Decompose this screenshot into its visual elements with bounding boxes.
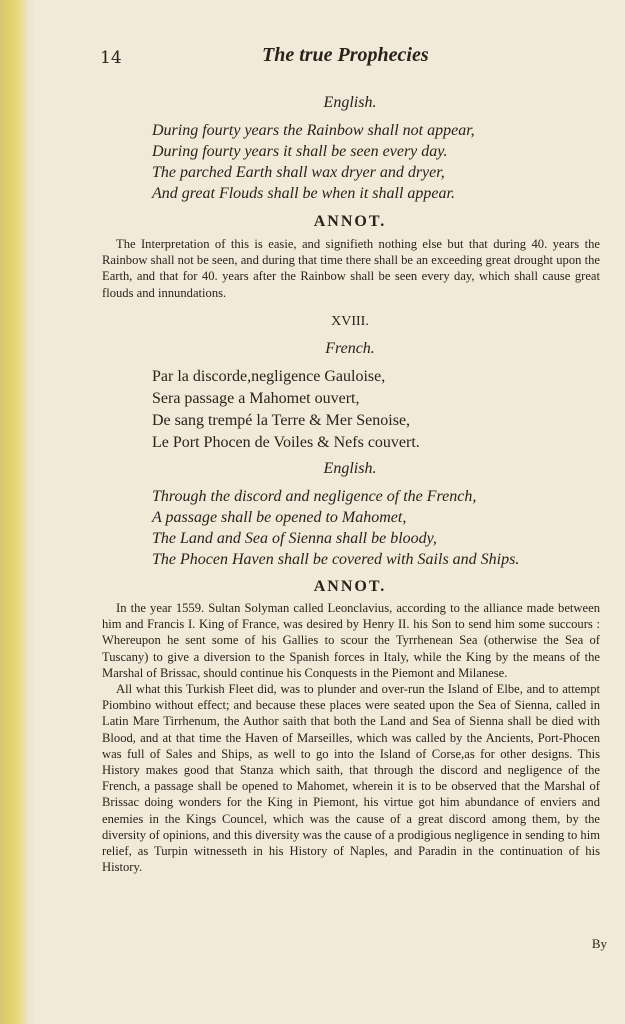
stanza-number: XVIII. bbox=[331, 314, 369, 329]
verse-line: Through the discord and negligence of the French, bbox=[152, 488, 477, 505]
french-heading: French. bbox=[325, 340, 375, 357]
verse-line: And great Flouds shall be when it shall appear. bbox=[152, 185, 455, 202]
verse-line: The parched Earth shall wax dryer and dryer, bbox=[152, 164, 445, 181]
verse-line: Par la discorde,negligence Gauloise, bbox=[152, 368, 386, 385]
french-heading-wrap bbox=[100, 340, 600, 358]
annot-text-b bbox=[102, 600, 600, 875]
stanza-number-wrap bbox=[100, 314, 600, 330]
gilt-page-edge bbox=[0, 0, 30, 1024]
annot-paragraph: In the year 1559. Sultan Solyman called Leonclavius, according to the alliance made between him and Francis I. King of France, was desired by Henry II. his Son to send him some succours : Whereupon he sent some of his Gallies to scour the Tyrrhenean Sea (otherwise the Sea of Tuscany) to give a diversion to the Spanish forces in Italy, while the King by the means of the Marshal of Brissac, should continue his Conquests in the Piemont and Milanese. bbox=[102, 601, 600, 680]
english-heading-b-wrap bbox=[100, 460, 600, 478]
annot-heading: ANNOT. bbox=[313, 578, 387, 595]
running-title: The true Prophecies bbox=[262, 44, 429, 66]
annot-paragraph: The Interpretation of this is easie, and signifieth nothing else but that during 40. years the Rainbow shall not be seen, and during that time there shall be an exceeding great drought upon the Earth, and that for 40. years after the Rainbow shall be seen every day, which shall cause great flouds and innundations. bbox=[102, 237, 600, 300]
verse-line: During fourty years it shall be seen every day. bbox=[152, 143, 448, 160]
annot-paragraph: All what this Turkish Fleet did, was to plunder and over-run the Island of Elbe, and to attempt Piombino without effect; and because these places were seated upon the Sea of Sienna, called in Latin Mare Tirrhenum, the Author saith that both the Land and Sea of Sienna shall be died with Blood, and at that time the Haven of Marseilles, which was called by the Ancients, Port-Phocen was full of Sales and Ships, as well to go into the Island of Corse,as for other designs. This History makes good that Stanza which saith, that through the discord and negligence of the French, a passage shall be opened to Mahomet, wherein it is to be observed that the Marshal of Brissac doing wonders for the King in Piemont, his virtue got him abundance of enviers and enemies in the Kings Councel, which was the cause of a great discord among them, by the diversity of opinions, and this diversity was the cause of a prodigious negligence in sending to him relief, as Turpin witnesseth in his History of Naples, and Paradin in the continuation of his History. bbox=[102, 682, 600, 875]
catchword: By bbox=[591, 936, 607, 951]
english-verse-a bbox=[100, 120, 625, 204]
verse-line: De sang trempé la Terre & Mer Senoise, bbox=[152, 412, 411, 429]
verse-line: The Land and Sea of Sienna shall be bloody, bbox=[152, 530, 437, 547]
english-heading: English. bbox=[323, 460, 377, 477]
french-verse bbox=[100, 366, 625, 454]
page-number: 14 bbox=[100, 48, 122, 68]
verse-line: Sera passage a Mahomet ouvert, bbox=[152, 390, 360, 407]
english-heading-a bbox=[100, 94, 600, 112]
section-heading: English. bbox=[323, 94, 377, 111]
annot-heading: ANNOT. bbox=[313, 213, 387, 230]
english-verse-b bbox=[100, 486, 625, 570]
verse-line: A passage shall be opened to Mahomet, bbox=[152, 509, 407, 526]
verse-line: Le Port Phocen de Voiles & Nefs couvert. bbox=[152, 434, 420, 451]
verse-line: During fourty years the Rainbow shall not appear, bbox=[152, 122, 475, 139]
verse-line: The Phocen Haven shall be covered with Sails and Ships. bbox=[152, 551, 520, 568]
annot-text-a bbox=[102, 236, 600, 301]
annot-heading-a-wrap bbox=[100, 213, 600, 231]
annot-heading-b-wrap bbox=[100, 578, 600, 596]
